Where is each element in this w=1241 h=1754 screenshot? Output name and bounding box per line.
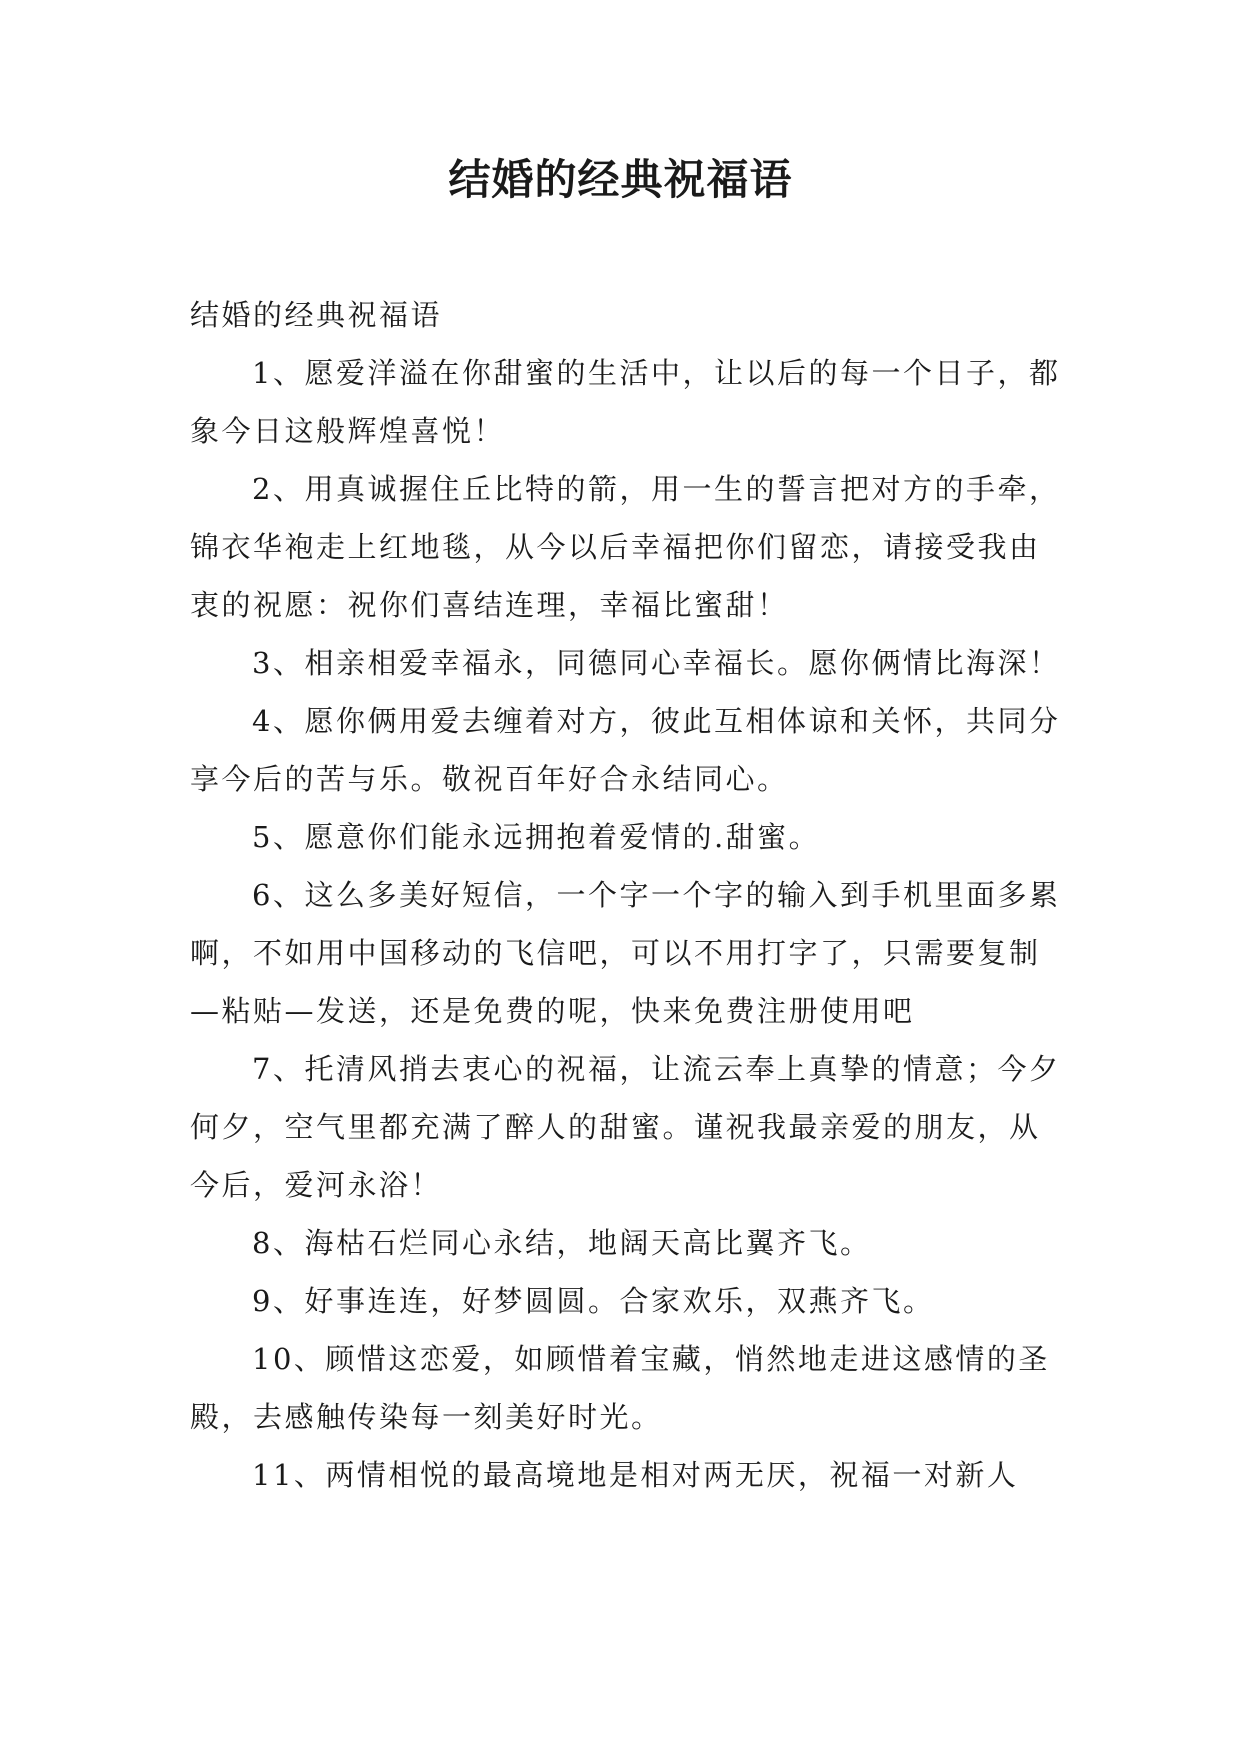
paragraph-1: 1、愿爱洋溢在你甜蜜的生活中，让以后的每一个日子，都象今日这般辉煌喜悦！ [190,356,1061,448]
paragraph-10: 10、顾惜这恋爱，如顾惜着宝藏，悄然地走进这感情的圣殿，去感触传染每一刻美好时光。 [190,1342,1050,1434]
paragraph-7: 7、托清风捎去衷心的祝福，让流云奉上真挚的情意；今夕何夕，空气里都充满了醉人的甜蜜。谨祝我最亲爱的朋友，从今后，爱河永浴！ [190,1052,1061,1202]
paragraph-11: 11、两情相悦的最高境地是相对两无厌，祝福一对新人 [252,1458,1019,1492]
document-body [190,286,1062,1504]
document-title: 结婚的经典祝福语 [448,155,793,204]
paragraph-6: 6、这么多美好短信，一个字一个字的输入到手机里面多累啊，不如用中国移动的飞信吧，可以不用打字了，只需要复制—粘贴—发送，还是免费的呢，快来免费注册使用吧 [190,878,1061,1028]
document-subtitle: 结婚的经典祝福语 [190,298,443,332]
paragraph-5: 5、愿意你们能永远拥抱着爱情的.甜蜜。 [252,820,821,854]
paragraph-3: 3、相亲相爱幸福永，同德同心幸福长。愿你俩情比海深！ [252,646,1061,680]
paragraph-9: 9、好事连连，好梦圆圆。合家欢乐，双燕齐飞。 [252,1284,935,1318]
paragraph-4: 4、愿你俩用爱去缠着对方，彼此互相体谅和关怀，共同分享今后的苦与乐。敬祝百年好合永结同心。 [190,704,1061,796]
paragraph-8: 8、海枯石烂同心永结，地阔天高比翼齐飞。 [252,1226,872,1260]
paragraph-2: 2、用真诚握住丘比特的箭，用一生的誓言把对方的手牵，锦衣华袍走上红地毯，从今以后幸福把你们留恋，请接受我由衷的祝愿：祝你们喜结连理，幸福比蜜甜！ [190,472,1061,622]
